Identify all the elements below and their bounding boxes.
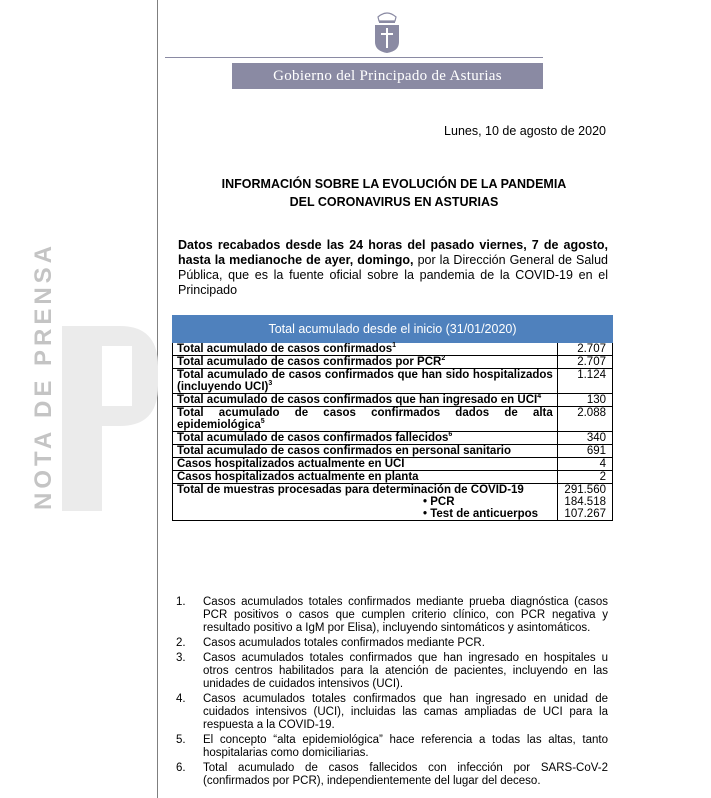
table-subrow xyxy=(173,508,613,521)
title-line-2: DEL CORONAVIRUS EN ASTURIAS xyxy=(289,195,499,209)
footnote-item xyxy=(176,652,608,691)
subrow-label-text: Test de anticuerpos xyxy=(430,508,539,520)
footnote-text: Casos acumulados totales confirmados que han ingresado en unidad de cuidados intensivos (UCI), incluidas las camas ampliadas de UCI para la respuesta a la COVID-19. xyxy=(203,693,608,731)
row-label-text: Total acumulado de casos confirmados en personal sanitario xyxy=(177,445,512,457)
intro-paragraph xyxy=(178,238,608,298)
footnote-number: 4. xyxy=(176,693,186,705)
footnote-ref: 1 xyxy=(392,342,397,350)
footnote-item xyxy=(176,734,608,760)
row-label xyxy=(173,471,558,484)
row-label-text: Total acumulado de casos confirmados xyxy=(177,343,393,355)
subrow-label xyxy=(173,496,558,508)
bullet-icon: • xyxy=(423,496,431,508)
subrow-label xyxy=(173,508,558,521)
row-label xyxy=(173,369,558,394)
table-row xyxy=(173,343,613,356)
row-value: 291.560 xyxy=(557,484,612,497)
footnote-item xyxy=(176,637,608,650)
table-row xyxy=(173,394,613,407)
press-release-p-logo xyxy=(62,326,158,511)
row-label-text: Total acumulado de casos confirmados que han sido hospitalizados (incluyendo UCI) xyxy=(177,369,553,393)
row-label-text: Total de muestras procesadas para determinación de COVID-19 xyxy=(177,484,524,496)
footnote-item xyxy=(176,762,608,788)
footnote-text: El concepto “alta epidemiológica” hace referencia a todas las altas, tanto hospitalarias como domiciliarias. xyxy=(203,734,608,759)
cumulative-stats-table xyxy=(172,315,613,521)
row-value: 4 xyxy=(557,458,612,471)
row-value: 2 xyxy=(557,471,612,484)
footnote-text: Casos acumulados totales confirmados mediante prueba diagnóstica (casos PCR positivos o casos que cumplen criterio clínico, con PCR negativa y resultado positivo a IgM por Elisa), incluyendo sintomáticos y asintomáticos. xyxy=(203,596,608,634)
row-label xyxy=(173,458,558,471)
header-rule xyxy=(165,57,543,58)
release-date: Lunes, 10 de agosto de 2020 xyxy=(444,124,606,138)
row-value: 2.707 xyxy=(557,356,612,369)
footnote-number: 6. xyxy=(176,762,186,774)
asturias-crest-icon xyxy=(370,8,404,54)
row-label-text: Total acumulado de casos confirmados que han ingresado en UCI xyxy=(177,394,538,406)
table-row xyxy=(173,356,613,369)
footnote-text: Total acumulado de casos fallecidos con infección por SARS-CoV-2 (confirmados por PCR), independientemente del lugar del deceso. xyxy=(203,762,608,787)
table-row xyxy=(173,471,613,484)
row-label-text: Casos hospitalizados actualmente en planta xyxy=(177,471,419,483)
footnote-ref: 2 xyxy=(441,355,446,363)
subrow-value: 184.518 xyxy=(557,496,612,508)
footnote-ref: 4 xyxy=(537,393,542,401)
row-value: 130 xyxy=(557,394,612,407)
press-release-label: NOTA DE PRENSA xyxy=(30,241,57,510)
page-title xyxy=(178,175,610,211)
table-row xyxy=(173,407,613,432)
row-value: 1.124 xyxy=(557,369,612,394)
footnote-item xyxy=(176,596,608,635)
row-label xyxy=(173,407,558,432)
row-label xyxy=(173,445,558,458)
table-header: Total acumulado desde el inicio (31/01/2020) xyxy=(173,316,613,343)
row-label xyxy=(173,343,558,356)
footnote-text: Casos acumulados totales confirmados mediante PCR. xyxy=(203,637,485,649)
row-label xyxy=(173,484,558,497)
table-row xyxy=(173,432,613,445)
footnote-number: 5. xyxy=(176,734,186,746)
table-row xyxy=(173,445,613,458)
row-label-text: Total acumulado de casos confirmados fallecidos xyxy=(177,432,449,444)
row-value: 691 xyxy=(557,445,612,458)
government-name: Gobierno del Principado de Asturias xyxy=(273,68,502,84)
row-value: 2.707 xyxy=(557,343,612,356)
subrow-label-text: PCR xyxy=(430,496,455,508)
subrow-value: 107.267 xyxy=(557,508,612,521)
intro-normal: por la Dirección General de Salud Pública, que es la fuente oficial sobre la pandemia de la COVID-19 en el Principado xyxy=(178,253,608,297)
row-label xyxy=(173,432,558,445)
table-row xyxy=(173,369,613,394)
table-row xyxy=(173,458,613,471)
footnote-ref: 5 xyxy=(260,418,265,426)
row-label-text: Total acumulado de casos confirmados por PCR xyxy=(177,356,442,368)
government-banner xyxy=(232,63,543,89)
footnotes xyxy=(176,596,608,790)
table-row xyxy=(173,484,613,497)
intro-bold: Datos recabados desde las 24 horas del pasado viernes, 7 de agosto, hasta la medianoche de ayer, domingo, xyxy=(178,238,608,267)
footnote-ref: 6 xyxy=(448,431,453,439)
footnote-number: 1. xyxy=(176,596,186,608)
row-label-text: Total acumulado de casos confirmados dados de alta epidemiológica xyxy=(177,407,553,431)
footnote-number: 2. xyxy=(176,637,186,649)
row-label xyxy=(173,356,558,369)
row-value: 340 xyxy=(557,432,612,445)
row-value: 2.088 xyxy=(557,407,612,432)
row-label-text: Casos hospitalizados actualmente en UCI xyxy=(177,458,405,470)
footnote-item xyxy=(176,693,608,732)
footnote-text: Casos acumulados totales confirmados que han ingresado en hospitales u otros centros habilitados para la atención de pacientes, incluyendo en las unidades de cuidados intensivos (UCI). xyxy=(203,652,608,690)
bullet-icon: • xyxy=(423,508,431,520)
row-label xyxy=(173,394,558,407)
footnote-number: 3. xyxy=(176,652,186,664)
footnote-ref: 3 xyxy=(268,380,273,388)
title-line-1: INFORMACIÓN SOBRE LA EVOLUCIÓN DE LA PANDEMIA xyxy=(221,177,567,191)
table-subrow xyxy=(173,496,613,508)
